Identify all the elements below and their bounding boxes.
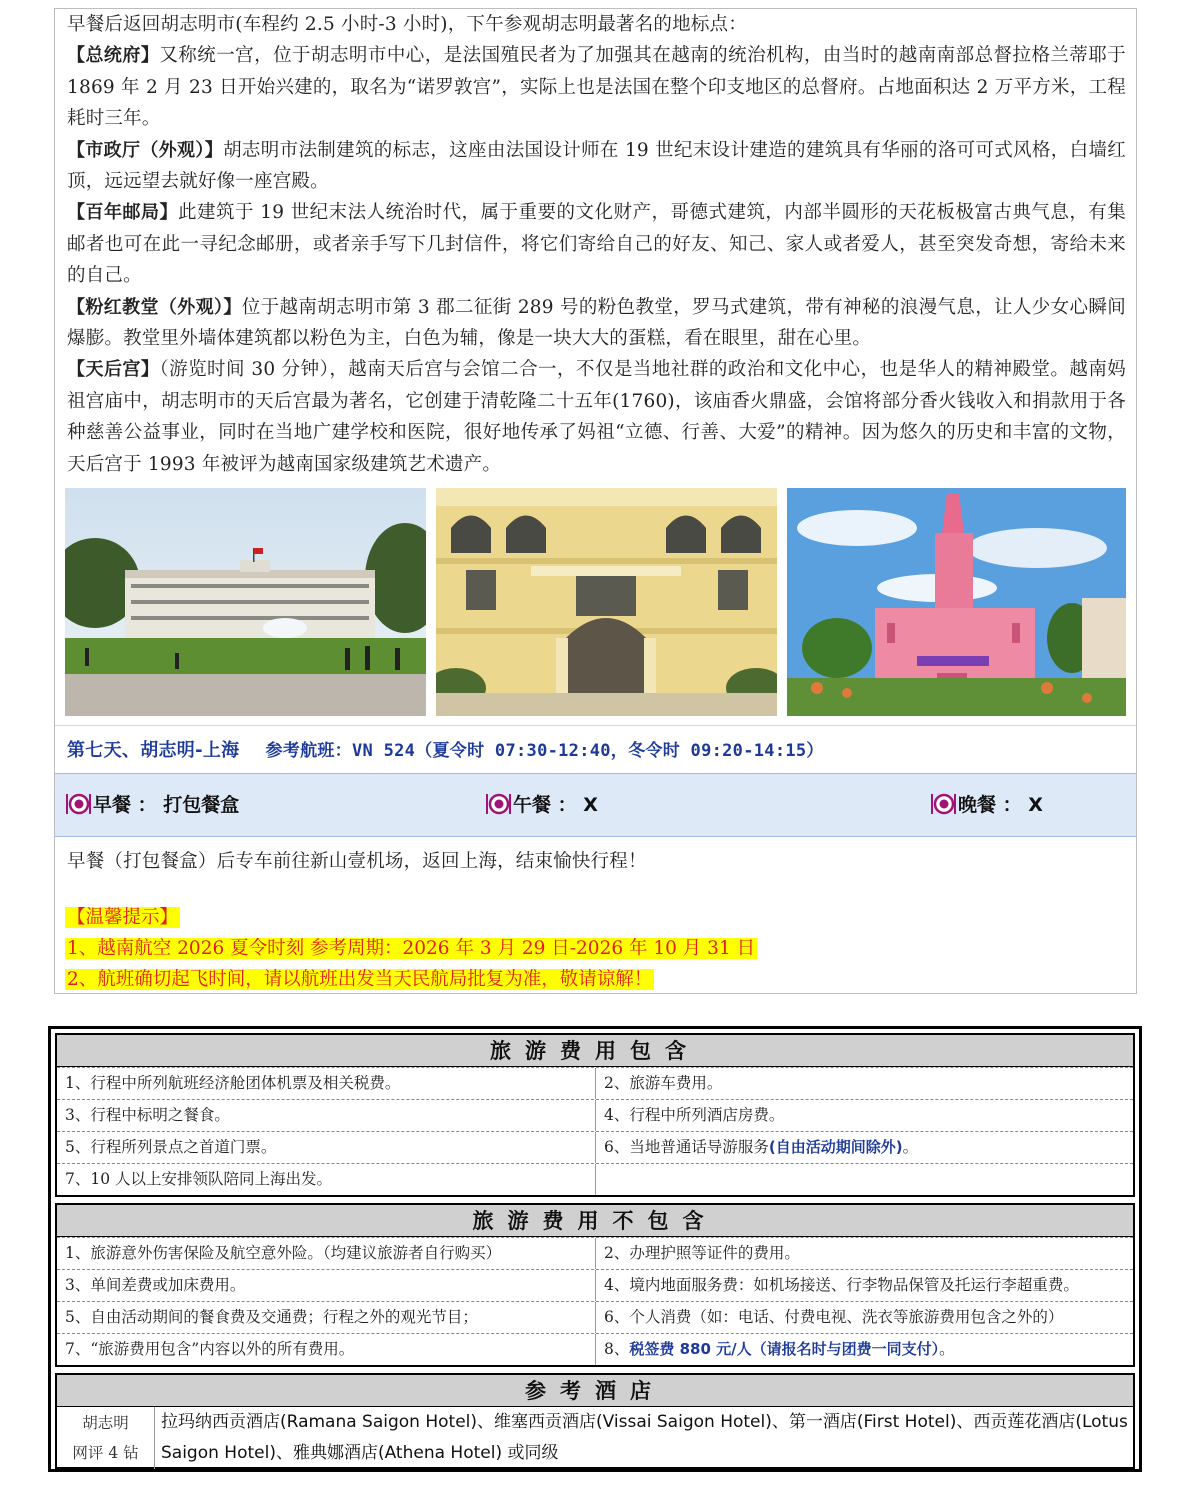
table-row <box>57 1163 1133 1195</box>
table-cell <box>595 1164 1133 1195</box>
tips-title: 【温馨提示】 <box>67 907 179 928</box>
table-row <box>57 1067 1133 1099</box>
table-row <box>57 1333 1133 1365</box>
fees-section <box>48 1026 1142 1472</box>
meal-label: 午餐 ： X <box>513 794 598 816</box>
sight-paragraph <box>67 292 1126 355</box>
photo-independence-palace <box>65 488 426 716</box>
intro-text: 早餐后返回胡志明市(车程约 2.5 小时-3 小时)，下午参观胡志明最著名的地标点： <box>67 14 747 35</box>
table-cell: 7、10 人以上安排领队陪同上海出发。 <box>65 1170 333 1188</box>
hotel-list: 拉玛纳西贡酒店(Ramana Saigon Hotel)、维塞西贡酒店(Vissai Saigon Hotel)、第一酒店(First Hotel)、西贡莲花酒店(Lotus Saigon Hotel)、雅典娜酒店(Athena Hotel) 或同级 <box>161 1412 1128 1463</box>
dining-icon <box>930 791 956 817</box>
table-cell: 1、行程中所列航班经济舱团体机票及相关税费。 <box>65 1074 401 1092</box>
meal-label: 早餐 ： 打包餐盒 <box>93 794 240 816</box>
sight-paragraph <box>67 197 1126 291</box>
table-cell: 3、行程中标明之餐食。 <box>65 1106 230 1124</box>
table-row <box>57 1407 1133 1469</box>
sight-name: 【市政厅（外观）】 <box>67 139 224 161</box>
tip-item: 1、越南航空 2026 夏令时刻 参考周期：2026 年 3 月 29 日-2026 年 10 月 31 日 <box>67 938 756 959</box>
meal-breakfast <box>65 790 239 817</box>
tips-block <box>65 902 757 995</box>
table-cell <box>595 1334 1133 1365</box>
table-cell: 6、个人消费（如：电话、付费电视、洗衣等旅游费用包含之外的） <box>595 1302 1133 1333</box>
sight-name: 【总统府】 <box>67 45 160 67</box>
table-cell: 3、单间差费或加床费用。 <box>65 1276 246 1294</box>
tip-item: 2、航班确切起飞时间，请以航班出发当天民航局批复为准，敬请谅解！ <box>67 969 653 990</box>
meals-bar <box>55 773 1136 837</box>
table-cell: 5、自由活动期间的餐食费及交通费；行程之外的观光节目； <box>65 1308 478 1326</box>
flight-info: 参考航班：VN 524（夏令时 07:30-12:40，冬令时 09:20-14:15） <box>265 741 824 761</box>
day7-description: 早餐（打包餐盒）后专车前往新山壹机场，返回上海，结束愉快行程！ <box>67 851 647 872</box>
city-name: 胡志明 <box>82 1414 129 1432</box>
sight-description: 此建筑于 19 世纪末法人统治时代，属于重要的文化财产，哥德式建筑，内部半圆形的天花板极富古典气息，有集邮者也可在此一寻纪念邮册，或者亲手写下几封信件，将它们寄给自己的好友、知己、家人或者爱人，甚至突发奇想，寄给未来的自己。 <box>67 202 1126 287</box>
meal-label: 晚餐 ： X <box>958 794 1043 816</box>
cell-text: 8、 <box>604 1340 630 1358</box>
table-row <box>57 1237 1133 1269</box>
city-rating: 网评 4 钻 <box>72 1444 139 1462</box>
photo-pink-church <box>787 488 1126 716</box>
included-title: 旅游费用包含 <box>57 1035 1133 1067</box>
day-title <box>67 736 824 762</box>
table-cell: 4、行程中所列酒店房费。 <box>595 1100 1133 1131</box>
sight-paragraph <box>67 354 1126 480</box>
sight-name: 【百年邮局】 <box>67 202 178 224</box>
sight-paragraph <box>67 135 1126 198</box>
sight-name: 【天后宫】 <box>67 359 160 381</box>
table-cell: 5、行程所列景点之首道门票。 <box>65 1138 277 1156</box>
divider <box>55 725 1136 726</box>
sight-paragraph <box>67 40 1126 134</box>
excluded-table <box>55 1203 1135 1367</box>
sight-description: 又称统一宫，位于胡志明市中心，是法国殖民者为了加强其在越南的统治机构，由当时的越南南部总督拉格兰蒂耶于 1869 年 2 月 23 日开始兴建的，取名为“诺罗敦宫”，实际上也是法国在整个印支地区的总督府。占地面积达 2 万平方米，工程耗时三年。 <box>67 45 1126 130</box>
sight-description: 胡志明市法制建筑的标志，这座由法国设计师在 19 世纪末设计建造的建筑具有华丽的洛可可式风格，白墙红顶，远远望去就好像一座宫殿。 <box>67 139 1126 193</box>
cell-note: 税签费 880 元/人（请报名时与团费一同支付） <box>629 1340 940 1358</box>
included-table <box>55 1033 1135 1197</box>
table-cell <box>595 1132 1133 1163</box>
table-row <box>57 1131 1133 1163</box>
cell-text: 6、当地普通话导游服务 <box>604 1138 769 1156</box>
hotels-table <box>55 1373 1135 1469</box>
table-cell: 4、境内地面服务费：如机场接送、行李物品保管及托运行李超重费。 <box>595 1270 1133 1301</box>
table-row <box>57 1099 1133 1131</box>
cell-note: (自由活动期间除外) <box>768 1138 903 1156</box>
cell-tail: 。 <box>902 1138 919 1156</box>
table-row <box>57 1301 1133 1333</box>
table-cell: 2、办理护照等证件的费用。 <box>595 1238 1133 1269</box>
cell-tail: 。 <box>939 1340 955 1358</box>
table-cell: 2、旅游车费用。 <box>595 1068 1133 1099</box>
sight-description: 位于越南胡志明市第 3 郡二征街 289 号的粉色教堂，罗马式建筑，带有神秘的浪漫气息，让人少女心瞬间爆膨。教堂里外墙体建筑都以粉色为主，白色为辅，像是一块大大的蛋糕，看在眼里，甜在心里。 <box>67 296 1126 350</box>
photo-city-hall <box>436 488 777 716</box>
day-heading: 第七天、胡志明-上海 <box>67 740 240 761</box>
meal-dinner <box>930 790 1043 817</box>
hotels-title: 参考酒店 <box>57 1375 1133 1407</box>
sights-text <box>55 9 1136 480</box>
sight-name: 【粉红教堂（外观）】 <box>67 296 242 318</box>
dining-icon <box>65 791 91 817</box>
table-cell: 7、“旅游费用包含”内容以外的所有费用。 <box>65 1340 355 1358</box>
hotel-city <box>57 1407 155 1469</box>
table-row <box>57 1269 1133 1301</box>
itinerary-section <box>54 8 1137 994</box>
sight-description: （游览时间 30 分钟），越南天后宫与会馆二合一，不仅是当地社群的政治和文化中心，也是华人的精神殿堂。越南妈祖宫庙中，胡志明市的天后宫最为著名，它创建于清乾隆二十五年(1760)，该庙香火鼎盛，会馆将部分香火钱收入和捐款用于各种慈善公益事业，同时在当地广建学校和医院，很好地传承了妈祖“立德、行善、大爱”的精神。因为悠久的历史和丰富的文物，天后宫于 1993 年被评为越南国家级建筑艺术遗产。 <box>67 359 1126 475</box>
excluded-title: 旅游费用不包含 <box>57 1205 1133 1237</box>
table-cell: 1、旅游意外伤害保险及航空意外险。（均建议旅游者自行购买） <box>65 1244 502 1262</box>
meal-lunch <box>485 790 598 817</box>
photo-strip <box>65 488 1129 716</box>
dining-icon <box>485 791 511 817</box>
